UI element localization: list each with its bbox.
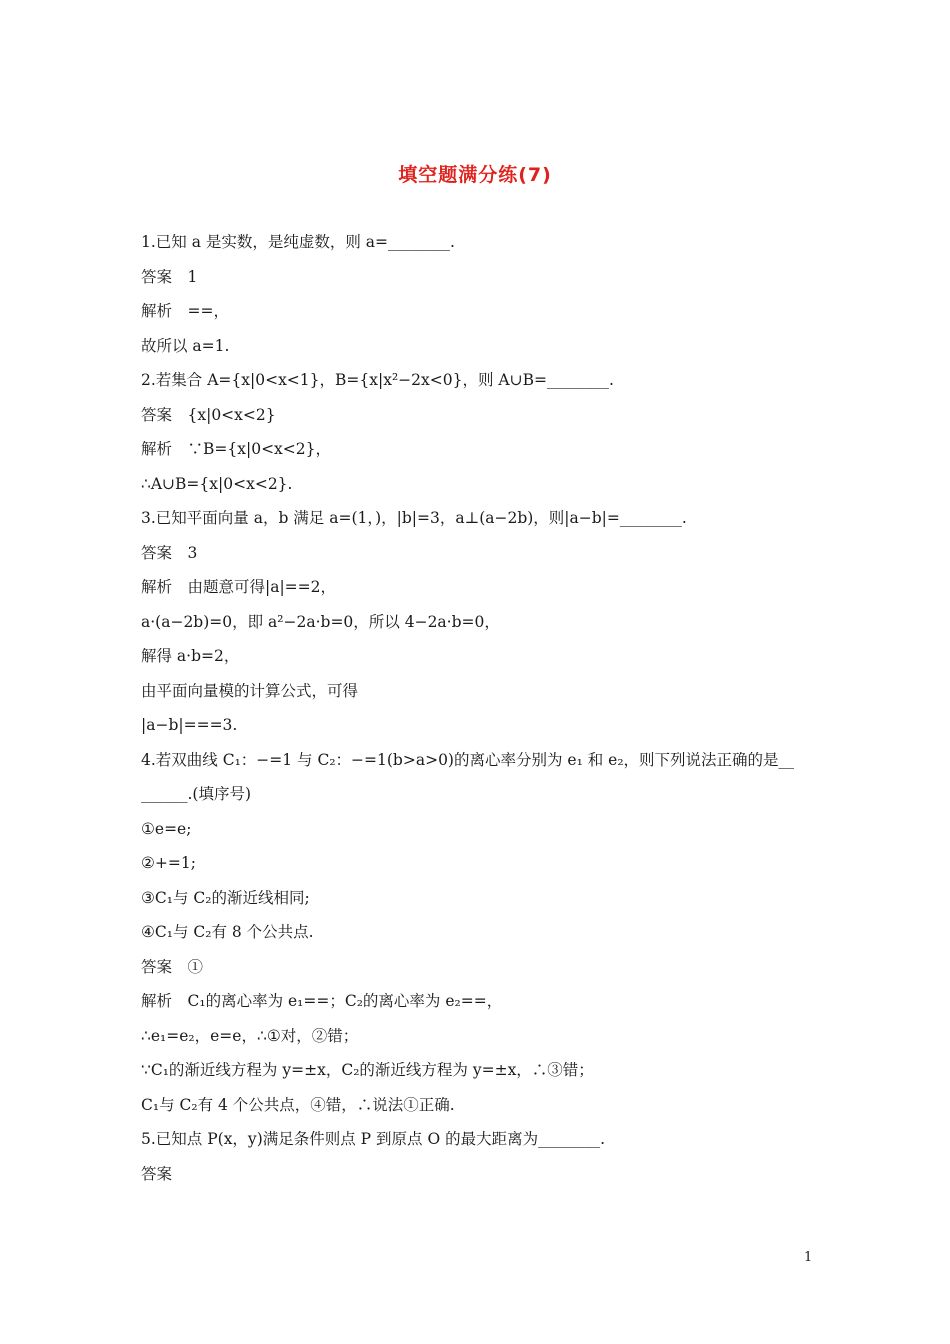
q1-analysis: 解析 ==， <box>141 302 229 320</box>
q2-analysis: 解析 ∵B={x|0<x<2}， <box>141 440 332 458</box>
q4-option-2: ②+=1; <box>141 854 196 872</box>
q4-analysis: 解析 C₁的离心率为 e₁==；C₂的离心率为 e₂==， <box>141 992 503 1010</box>
page-number: 1 <box>804 1250 813 1265</box>
q4-option-1: ①e=e; <box>141 819 192 838</box>
q3-step-4: |a−b|===3. <box>141 716 238 734</box>
q3-step-2: 解得 a·b=2， <box>141 647 240 665</box>
q4-step-3: C₁与 C₂有 4 个公共点，④错，∴说法①正确. <box>141 1095 455 1114</box>
q4-question-cont: ______.(填序号) <box>141 785 252 803</box>
q3-analysis: 解析 由题意可得|a|==2， <box>141 578 337 596</box>
q1-question: 1.已知 a 是实数，是纯虚数，则 a=________. <box>141 233 455 251</box>
q5-question: 5.已知点 P(x，y)满足条件则点 P 到原点 O 的最大距离为________. <box>141 1130 606 1148</box>
q4-question: 4.若双曲线 C₁：−=1 与 C₂：−=1(b>a>0)的离心率分别为 e₁ 和 e₂，则下列说法正确的是__ <box>141 750 795 769</box>
q4-step-1: ∴e₁=e₂，e=e，∴①对，②错； <box>141 1026 359 1045</box>
document-body <box>141 230 821 1196</box>
q3-step-1: a·(a−2b)=0，即 a²−2a·b=0，所以 4−2a·b=0， <box>141 612 500 631</box>
q3-answer: 答案 3 <box>141 543 198 562</box>
q5-answer: 答案 <box>141 1164 173 1183</box>
q1-answer: 答案 1 <box>141 267 198 286</box>
q4-option-4: ④C₁与 C₂有 8 个公共点. <box>141 923 314 941</box>
q4-answer: 答案 ① <box>141 957 204 976</box>
q2-conclusion: ∴A∪B={x|0<x<2}. <box>141 474 293 493</box>
q4-step-2: ∵C₁的渐近线方程为 y=±x，C₂的渐近线方程为 y=±x，∴③错； <box>141 1061 594 1079</box>
q2-question: 2.若集合 A={x|0<x<1}，B={x|x²−2x<0}，则 A∪B=________. <box>141 371 614 389</box>
q3-question: 3.已知平面向量 a，b 满足 a=(1，)，|b|=3，a⊥(a−2b)，则|a−b|=________. <box>141 509 687 527</box>
q3-step-3: 由平面向量模的计算公式，可得 <box>141 681 359 700</box>
q1-conclusion: 故所以 a=1. <box>141 336 230 355</box>
page-title: 填空题满分练(7) <box>398 164 552 186</box>
q2-answer: 答案 {x|0<x<2} <box>141 405 276 424</box>
q4-option-3: ③C₁与 C₂的渐近线相同; <box>141 888 310 907</box>
